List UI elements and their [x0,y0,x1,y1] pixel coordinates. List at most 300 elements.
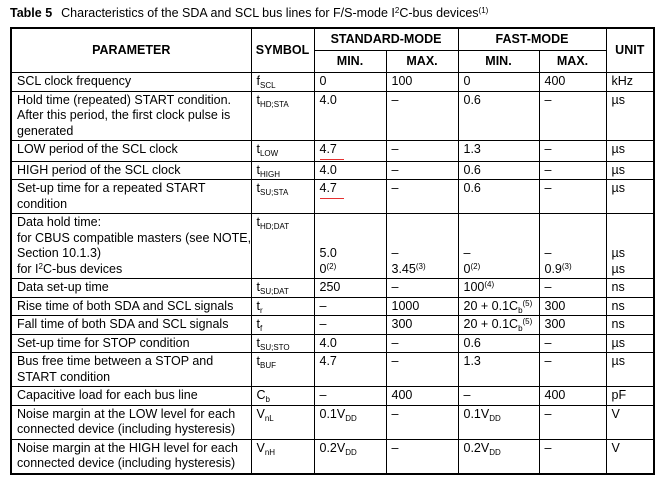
table-caption [10,6,488,20]
cell-line [612,354,650,370]
cell-text: 100 [391,74,413,88]
fast-min-cell [458,214,539,279]
subscript: HIGH [259,169,280,179]
fast-max-cell [539,316,606,335]
cell-line [464,388,535,404]
cell-line [545,280,602,296]
cell-text: C [256,388,266,402]
cell-line [257,317,310,333]
parameter-cell [11,439,251,474]
symbol-cell [251,297,314,316]
cell-text: SCL clock frequency [17,74,132,88]
cell-line [320,407,382,423]
cell-line [545,246,602,262]
cell-text: t [256,354,260,368]
std-max-cell [386,279,458,298]
cell-text: f [256,74,260,88]
cell-line [464,441,535,457]
subscript: DD [489,413,501,423]
cell-text: – [391,142,399,156]
cell-text: 0.6 [463,92,481,107]
fast-min-cell [458,316,539,335]
cell-text: connected device (including hysteresis) [17,422,236,436]
std-min-cell [314,180,386,214]
fast-max-cell [539,91,606,141]
cell-text: – [391,162,399,177]
fast-min-cell [458,405,539,439]
header-fast-mode: FAST-MODE [458,28,606,51]
cell-line [392,354,454,370]
cell-line [257,93,310,109]
table-row [11,297,654,316]
unit-cell [606,353,654,387]
cell-line [320,336,382,352]
fast-min-cell [458,387,539,406]
std-max-cell [386,405,458,439]
cell-text: 0 [463,74,471,88]
cell-line [320,317,382,333]
cell-text: – [391,406,399,421]
cell-line [464,317,535,333]
cell-line [612,181,650,197]
parameter-cell [11,180,251,214]
cell-text: µs [611,162,625,177]
cell-text: Set-up time for STOP condition [17,335,190,350]
cell-line [320,181,382,197]
header-fast-max: MAX. [539,51,606,73]
subscript: nH [264,447,276,457]
subscript: BUF [259,361,276,370]
cell-line [545,181,602,197]
cell-text: 0.6 [463,335,481,350]
header-std-min: MIN. [314,51,386,73]
cell-text: µs [611,246,625,260]
footnote-ref: (4) [484,280,495,289]
cell-line [17,74,247,90]
table-row [11,141,654,162]
cell-line [545,354,602,370]
unit-cell [606,297,654,316]
subscript: SU;DAT [259,287,289,296]
fast-max-cell [539,387,606,406]
cell-line [392,388,454,404]
table-row [11,279,654,298]
cell-line [545,93,602,109]
fast-max-cell [539,439,606,474]
cell-line [392,246,454,262]
cell-line [464,407,535,423]
red-underline-annotation [320,159,344,160]
caption-sup: 2 [394,6,400,15]
red-underline-annotation [320,198,344,199]
cell-text: 300 [391,317,413,331]
table-row [11,334,654,353]
cell-text: After this period, the first clock pulse is [17,108,231,122]
cell-line [612,336,650,352]
cell-line [612,299,650,315]
cell-line [612,407,650,423]
subscript: f [259,324,263,333]
parameter-cell [11,161,251,180]
std-min-cell [314,141,386,162]
cell-text: Section 10.1.3) [17,246,102,260]
cell-line [17,230,252,247]
unit-cell [606,91,654,141]
cell-text: t [256,280,260,294]
std-max-cell [386,334,458,353]
cell-text: V [256,440,265,455]
cell-line [612,317,650,333]
symbol-cell [251,439,314,474]
cell-text: 0.2V [319,440,346,455]
cell-text: – [544,92,552,107]
subscript: SU;STO [259,342,290,352]
cell-text: 0.1V [319,406,346,421]
cell-text: – [391,354,399,368]
unit-cell [606,405,654,439]
cell-text: 4.7 [319,181,337,195]
table-row [11,353,654,387]
std-max-cell [386,316,458,335]
cell-line [320,280,382,296]
cell-line [17,262,247,278]
cell-line [545,299,602,315]
cell-text: t [256,298,260,313]
unit-cell [606,214,654,279]
symbol-cell [251,141,314,162]
cell-text: µs [611,354,625,368]
cell-line [320,441,382,457]
cell-text: t [256,215,260,229]
cell-line [320,93,382,109]
footnote-ref: (2) [326,261,337,271]
cell-line [257,181,310,197]
fast-min-cell [458,180,539,214]
cell-line [17,354,247,370]
unit-cell [606,387,654,406]
cell-text: 20 + 0.1C [463,317,519,331]
cell-text: – [544,181,552,195]
cell-text: 4.0 [319,162,337,177]
cell-line [17,246,247,262]
cell-line [17,124,247,140]
cell-line [612,142,650,158]
cell-line [612,163,650,179]
cell-line [320,163,382,179]
cell-line [392,407,454,423]
cell-line [17,108,247,124]
cell-line [464,142,535,158]
cell-line [545,388,602,404]
cell-line [17,215,247,231]
header-parameter: PARAMETER [11,28,251,73]
header-row [11,28,654,51]
fast-min-cell [458,353,539,387]
symbol-cell [251,387,314,406]
parameter-cell [11,405,251,439]
cell-text: 4.7 [319,142,337,156]
cell-text: 5.0 [319,246,337,260]
cell-text: 300 [544,298,566,313]
cell-text: 400 [544,388,566,402]
cell-line [257,280,310,296]
cell-line [320,299,382,315]
std-min-cell [314,91,386,141]
footnote-ref: (2) [470,261,481,271]
footnote-ref: (3) [415,261,426,271]
subscript: DD [489,447,501,457]
subscript: b [265,395,270,404]
cell-line [392,317,454,333]
unit-cell [606,141,654,162]
parameter-cell [11,73,251,92]
parameter-cell [11,279,251,298]
std-min-cell [314,279,386,298]
fast-min-cell [458,439,539,474]
cell-text: – [319,298,327,313]
std-max-cell [386,439,458,474]
cell-line [320,388,382,404]
subscript: SU;STA [259,188,289,197]
cell-line [392,163,454,179]
unit-cell [606,316,654,335]
cell-text: t [256,92,260,107]
cell-text: Fall time of both SDA and SCL signals [17,317,229,331]
cell-line [464,74,535,90]
std-min-cell [314,214,386,279]
cell-line [545,336,602,352]
fast-min-cell [458,334,539,353]
cell-text: condition [17,196,68,211]
symbol-cell [251,180,314,214]
cell-text: 0.6 [463,181,481,195]
cell-text: for I [17,261,39,276]
subscript: HD;STA [259,99,289,109]
cell-line [464,163,535,179]
cell-line [257,407,310,423]
cell-line [392,142,454,158]
cell-text: 0 [319,261,327,276]
cell-line [257,354,310,370]
cell-line [464,262,535,278]
cell-text: C-bus devices [43,261,123,276]
bus-characteristics-table [10,27,655,475]
cell-text: 100 [463,280,485,294]
cell-line [612,93,650,109]
caption-footnote: (1) [478,6,489,15]
cell-text: 4.7 [319,354,337,368]
table-row [11,180,654,214]
cell-line [320,142,382,158]
cell-text: t [256,335,260,350]
cell-line [257,336,310,352]
cell-text: t [256,181,260,195]
cell-text: 4.0 [319,335,337,350]
cell-line [464,354,535,370]
fast-max-cell [539,73,606,92]
cell-text: for CBUS compatible masters (see NOTE, [17,230,252,245]
std-min-cell [314,161,386,180]
header-unit: UNIT [606,28,654,73]
cell-line [17,163,247,179]
parameter-cell [11,141,251,162]
cell-line [17,93,247,109]
std-min-cell [314,387,386,406]
cell-text: – [391,335,399,350]
parameter-cell [11,387,251,406]
cell-text: Capacitive load for each bus line [17,388,198,402]
subscript: SCL [259,81,276,90]
footnote-ref: (5) [522,298,533,308]
cell-text: 1.3 [463,354,481,368]
caption-text-2: C-bus devices [399,6,479,20]
cell-line [320,74,382,90]
footnote-ref: 2 [38,261,43,271]
fast-min-cell [458,141,539,162]
cell-line [17,181,247,197]
cell-line [545,163,602,179]
cell-line [392,336,454,352]
cell-text: Data hold time: [17,215,102,229]
fast-min-cell [458,73,539,92]
cell-text: 400 [544,74,566,88]
table-row [11,91,654,141]
cell-text: – [391,246,399,260]
cell-line [257,388,310,404]
subscript: b [518,305,523,315]
cell-line [464,181,535,197]
cell-text: Rise time of both SDA and SCL signals [17,298,234,313]
cell-line [464,280,535,296]
cell-text: 1.3 [463,142,481,156]
subscript: nL [264,413,274,423]
unit-cell [606,180,654,214]
subscript: r [259,305,263,315]
std-min-cell [314,353,386,387]
header-standard-mode: STANDARD-MODE [314,28,458,51]
cell-line [392,299,454,315]
subscript: LOW [259,149,279,158]
cell-text: Noise margin at the HIGH level for each [17,440,238,455]
header-std-max: MAX. [386,51,458,73]
cell-text: – [391,440,399,455]
std-max-cell [386,91,458,141]
fast-max-cell [539,141,606,162]
table-row [11,316,654,335]
std-min-cell [314,316,386,335]
cell-text: – [544,406,552,421]
cell-line [612,441,650,457]
cell-text: 0 [319,74,327,88]
fast-max-cell [539,214,606,279]
fast-max-cell [539,279,606,298]
cell-text: 0.1V [463,406,490,421]
table-row [11,439,654,474]
std-min-cell [314,297,386,316]
cell-text: connected device (including hysteresis) [17,456,236,470]
cell-line [545,142,602,158]
fast-min-cell [458,279,539,298]
std-max-cell [386,387,458,406]
cell-line [320,246,382,262]
parameter-cell [11,214,251,279]
cell-line [17,388,247,404]
cell-text: 250 [319,280,341,294]
cell-text: – [319,317,327,331]
cell-text: t [256,142,260,156]
std-max-cell [386,214,458,279]
symbol-cell [251,73,314,92]
subscript: DD [345,413,357,423]
cell-line [612,388,650,404]
table-row [11,73,654,92]
symbol-cell [251,214,314,279]
cell-line [257,299,310,315]
cell-text: 1000 [391,298,420,313]
cell-line [612,262,650,278]
cell-text: Hold time (repeated) START condition. [17,92,231,107]
cell-line [17,441,247,457]
caption-text: Characteristics of the SDA and SCL bus lines for F/S-mode I [61,6,395,20]
cell-text: µs [611,261,625,276]
parameter-cell [11,353,251,387]
fast-max-cell [539,180,606,214]
cell-text: µs [611,142,625,156]
cell-line [612,246,650,262]
parameter-cell [11,297,251,316]
cell-line [17,142,247,158]
cell-text: – [391,181,399,195]
cell-line [257,163,310,179]
cell-text: kHz [611,74,634,88]
cell-line [392,262,454,278]
cell-line [17,370,247,386]
cell-text: V [611,440,620,455]
cell-line [612,280,650,296]
std-min-cell [314,334,386,353]
cell-text: µs [611,181,625,195]
cell-line [17,317,247,333]
cell-text: 0 [463,261,471,276]
cell-text: – [544,280,552,294]
cell-text: 0.9 [544,261,562,276]
cell-line [257,142,310,158]
subscript: DD [345,447,357,457]
cell-text: 400 [391,388,413,402]
cell-line [464,299,535,315]
cell-text: t [256,317,260,331]
cell-line [464,246,535,262]
symbol-cell [251,405,314,439]
std-min-cell [314,439,386,474]
parameter-cell [11,334,251,353]
unit-cell [606,334,654,353]
cell-text: 300 [544,317,566,331]
cell-line [464,336,535,352]
std-max-cell [386,141,458,162]
fast-max-cell [539,297,606,316]
cell-line [320,354,382,370]
fast-max-cell [539,405,606,439]
cell-text: – [544,335,552,350]
cell-text: – [544,354,552,368]
cell-text: 3.45 [391,261,416,276]
std-max-cell [386,161,458,180]
cell-line [257,74,310,90]
symbol-cell [251,91,314,141]
symbol-cell [251,334,314,353]
footnote-ref: (5) [522,317,533,326]
